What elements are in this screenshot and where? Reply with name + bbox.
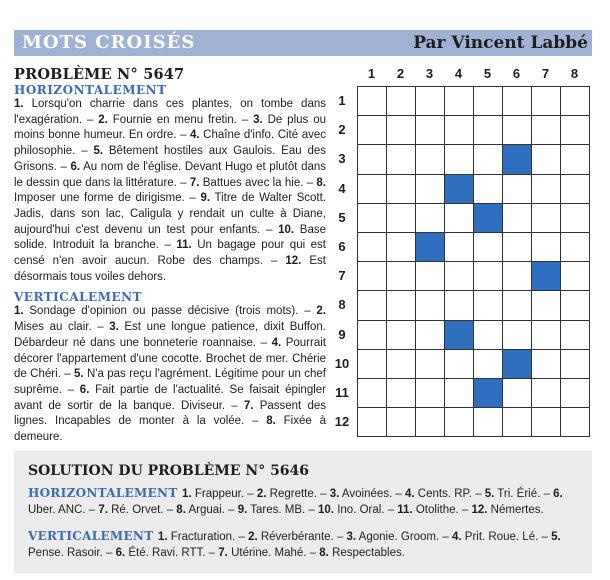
solution-h-text: Uber. ANC. – (28, 503, 99, 516)
column-label: 7 (541, 66, 550, 81)
solution-h-text: Tri. Érié. – (494, 488, 554, 500)
clue-h-text: Lorsqu'on charrie dans ces plantes, on tombe dans l'exagération. – (14, 98, 326, 126)
grid-cell[interactable] (531, 174, 561, 204)
grid-cell[interactable] (473, 290, 503, 320)
column-label: 4 (454, 66, 463, 81)
solution-h-text: Ino. Oral. – (334, 503, 398, 516)
grid-cell[interactable] (444, 407, 474, 437)
clue-v-number: 5. (74, 368, 84, 381)
grid-cell[interactable] (560, 378, 590, 408)
grid-cell[interactable] (560, 290, 590, 320)
clue-h-text: Imposer une forme de dirigisme. – (14, 192, 201, 205)
row-label: 9 (338, 326, 346, 342)
grid-cell[interactable] (357, 349, 387, 379)
clue-h-text: Bêtement hostiles aux Gaulois. Eau des Grisons. – (14, 145, 326, 173)
solution-h-number: 6. (553, 488, 563, 500)
column-label: 8 (570, 66, 579, 81)
clue-v-text: Fait partie de l'actualité. Se faisait épingler avant de sortir de la banque. Diviseur. – (14, 383, 326, 412)
clue-h-number: 10. (278, 223, 295, 236)
grid-cell[interactable] (386, 349, 416, 379)
grid-cell[interactable] (386, 115, 416, 145)
clue-h-text: Est désormais tous voiles dehors. (14, 255, 327, 283)
grid-cell[interactable] (502, 203, 532, 233)
column-label: 6 (512, 66, 521, 81)
grid-cell[interactable] (444, 232, 474, 262)
clue-h-number: 8. (316, 176, 326, 189)
vertical-heading: VERTICALEMENT (14, 290, 143, 305)
solution-h-number: 11. (397, 503, 413, 516)
solution-h-number: 7. (98, 503, 108, 516)
clue-h-number: 11. (176, 239, 192, 252)
solution-box (14, 451, 592, 573)
grid-cell[interactable] (531, 407, 561, 437)
clue-h-number: 2. (98, 113, 108, 126)
grid-cell[interactable] (386, 144, 416, 174)
clue-v-number: 4. (271, 336, 282, 349)
grid-black-cell (444, 174, 474, 204)
solution-v-text: Agonie. Groom. – (356, 531, 452, 543)
solution-v-number: 5. (551, 531, 561, 543)
solution-title: SOLUTION DU PROBLÈME N° 5646 (28, 463, 310, 479)
grid-cell[interactable] (560, 320, 590, 350)
clue-v-text: Mises au clair. – (14, 321, 110, 334)
grid-cell[interactable] (502, 407, 532, 437)
row-label: 8 (338, 297, 346, 313)
grid-black-cell (415, 232, 445, 262)
clue-v-text: N'a pas reçu l'agrément. Légitime pour un chef suprême. – (14, 368, 326, 396)
clue-h-text: Fournie en menu fretin. – (107, 113, 254, 126)
grid-cell[interactable] (560, 144, 590, 174)
row-label: 6 (338, 239, 346, 254)
horizontal-clues (14, 97, 326, 285)
grid-cell[interactable] (444, 349, 474, 379)
grid-cell[interactable] (560, 203, 590, 233)
grid-cell[interactable] (473, 115, 503, 145)
grid-cell[interactable] (531, 349, 561, 379)
grid-cell[interactable] (386, 320, 416, 350)
solution-h-number: 1. (182, 488, 192, 500)
clue-h-number: 1. (14, 98, 24, 110)
grid-cell[interactable] (531, 290, 561, 320)
grid-cell[interactable] (531, 115, 561, 145)
grid-cell[interactable] (415, 174, 445, 204)
solution-v-text: Pense. Rasoir. – (28, 546, 116, 559)
solution-h-text: Némertes. (487, 503, 544, 516)
clue-h-text: Base solide. Introduit la branche. – (14, 223, 326, 252)
grid-cell[interactable] (357, 378, 387, 408)
column-label: 1 (367, 66, 376, 81)
grid-cell[interactable] (531, 203, 561, 233)
clue-h-text: De plus ou moins bonne humeur. En ordre. – (14, 113, 326, 142)
grid-cell[interactable] (502, 261, 532, 291)
clue-v-text: Pourrait décorer l'appartement d'une cocotte. Brochet de mer. Chérie de Chéri. – (14, 336, 326, 381)
grid-cell[interactable] (473, 349, 503, 379)
grid-cell[interactable] (560, 349, 590, 379)
row-label: 3 (338, 151, 346, 167)
grid-cell[interactable] (473, 144, 503, 174)
grid-cell[interactable] (444, 144, 474, 174)
solution-h-number: 9. (237, 503, 248, 516)
clue-v-text: Passent des lignes. Incapables de monter à la volée. – (14, 399, 326, 428)
clue-h-text: Chaîne d'info. Cité avec philosophie. – (14, 129, 326, 158)
grid-cell[interactable] (415, 378, 445, 408)
grid-cell[interactable] (386, 378, 416, 408)
grid-cell[interactable] (473, 86, 503, 116)
grid-cell[interactable] (357, 232, 387, 262)
solution-v-text: Été. Ravi. RTT. – (125, 546, 219, 559)
row-label: 7 (338, 268, 346, 284)
clue-h-number: 5. (93, 145, 104, 158)
column-label: 2 (396, 66, 405, 81)
grid-black-cell (473, 378, 503, 408)
solution-v-number: 1. (157, 531, 168, 543)
grid-cell[interactable] (415, 290, 445, 320)
grid-cell[interactable] (502, 174, 532, 204)
grid-cell[interactable] (502, 378, 532, 408)
solution-vertical (28, 529, 583, 561)
problem-title: PROBLÈME N° 5647 (14, 66, 185, 83)
grid-black-cell (444, 320, 474, 350)
grid-cell[interactable] (560, 261, 590, 291)
author-byline: Par Vincent Labbé (413, 33, 588, 53)
grid-cell[interactable] (560, 86, 590, 116)
clue-h-number: 9. (200, 192, 211, 205)
grid-cell[interactable] (560, 232, 590, 262)
grid-cell[interactable] (473, 320, 503, 350)
grid-cell[interactable] (531, 86, 561, 116)
grid-cell[interactable] (473, 232, 503, 262)
grid-cell[interactable] (415, 203, 445, 233)
grid-cell[interactable] (415, 144, 445, 174)
grid-cell[interactable] (386, 86, 416, 116)
grid-cell[interactable] (357, 144, 387, 174)
solution-h-text: Avoinées. – (339, 488, 405, 500)
row-label: 2 (338, 122, 346, 138)
solution-h-text: Tares. MB. – (247, 503, 319, 516)
solution-h-text: Regrette. – (266, 488, 330, 500)
column-label: 5 (483, 66, 492, 81)
grid-cell[interactable] (357, 115, 387, 145)
grid-cell[interactable] (415, 115, 445, 145)
grid-cell[interactable] (415, 407, 445, 437)
solution-v-number: 6. (115, 546, 126, 559)
solution-h-number: 10. (318, 503, 335, 516)
clue-v-number: 1. (14, 305, 24, 318)
solution-horizontal (28, 486, 583, 518)
grid-cell[interactable] (415, 349, 445, 379)
grid-cell[interactable] (531, 320, 561, 350)
clue-h-text: Titre de Walter Scott. Jadis, dans son lac, Caligula y rendait un culte à Diane, aujourd'hui c'est devenu un test pour enfants. – (14, 192, 326, 236)
solution-h-number: 3. (329, 488, 340, 500)
grid-cell[interactable] (560, 407, 590, 437)
grid-cell[interactable] (357, 407, 387, 437)
row-label: 11 (335, 385, 349, 400)
clue-h-text: Au nom de l'église. Devant Hugo et plutôt dans le dessin que dans la littérature. – (14, 160, 327, 189)
solution-v-text: Utérine. Mahé. – (227, 546, 320, 559)
grid-cell[interactable] (386, 407, 416, 437)
grid-black-cell (531, 261, 561, 291)
clue-h-text: Battues avec la hie. – (199, 176, 317, 189)
grid-cell[interactable] (386, 261, 416, 291)
column-label: 3 (425, 66, 434, 81)
row-label: 4 (338, 180, 346, 196)
grid-cell[interactable] (473, 261, 503, 291)
clue-v-text: Fixée à demeure. (14, 415, 326, 444)
grid-cell[interactable] (386, 203, 416, 233)
grid-cell[interactable] (444, 115, 474, 145)
section-title: MOTS CROISÉS (22, 32, 196, 53)
solution-v-number: 8. (319, 546, 329, 559)
grid-cell[interactable] (357, 290, 387, 320)
solution-h-text: Otolithe. – (412, 503, 472, 516)
clue-h-number: 12. (285, 255, 302, 268)
solution-v-number: 4. (452, 531, 462, 543)
solution-h-number: 8. (176, 503, 186, 516)
solution-h-number: 12. (471, 503, 488, 516)
grid-cell[interactable] (357, 86, 387, 116)
grid-cell[interactable] (415, 320, 445, 350)
clue-v-text: Est une longue patience, dixit Buffon. Débardeur né dans une bonneterie roannaise. – (14, 321, 326, 349)
grid-cell[interactable] (560, 115, 590, 145)
vertical-clues (14, 304, 326, 445)
clue-h-number: 4. (190, 129, 200, 142)
row-label: 12 (334, 414, 350, 430)
grid-cell[interactable] (531, 232, 561, 262)
solution-h-number: 4. (405, 488, 415, 500)
grid-black-cell (473, 203, 503, 233)
solution-h-text: Cents. RP. – (414, 488, 485, 500)
solution-h-text: Ré. Orvet. – (107, 503, 177, 516)
grid-black-cell (502, 349, 532, 379)
grid-cell[interactable] (415, 261, 445, 291)
grid-cell[interactable] (502, 115, 532, 145)
grid-cell[interactable] (473, 174, 503, 204)
grid-cell[interactable] (502, 290, 532, 320)
grid-cell[interactable] (444, 86, 474, 116)
row-label: 1 (338, 93, 346, 108)
solution-h-heading: HORIZONTALEMENT (28, 486, 183, 500)
clue-v-number: 2. (316, 305, 326, 318)
horizontal-heading: HORIZONTALEMENT (14, 83, 167, 97)
solution-h-text: Frappeur. – (191, 488, 257, 500)
grid-cell[interactable] (444, 203, 474, 233)
grid-cell[interactable] (502, 86, 532, 116)
grid-cell[interactable] (473, 407, 503, 437)
grid-cell[interactable] (444, 261, 474, 291)
grid-cell[interactable] (386, 174, 416, 204)
solution-v-heading: VERTICALEMENT (28, 529, 158, 543)
solution-v-text: Réverbérante. – (257, 531, 347, 543)
clue-v-text: Sondage d'opinion ou passe décisive (trois mots). – (23, 305, 317, 318)
solution-h-text: Arguai. – (185, 503, 238, 516)
solution-h-number: 2. (256, 488, 267, 500)
clue-v-number: 8. (266, 415, 276, 428)
row-label: 10 (334, 355, 350, 371)
grid-cell[interactable] (444, 290, 474, 320)
grid-cell[interactable] (502, 320, 532, 350)
grid-cell[interactable] (415, 86, 445, 116)
solution-v-number: 3. (346, 531, 357, 543)
grid-cell[interactable] (531, 378, 561, 408)
clue-h-number: 7. (189, 176, 200, 189)
solution-h-number: 5. (484, 488, 495, 500)
clue-h-number: 6. (70, 160, 81, 173)
grid-cell[interactable] (531, 144, 561, 174)
grid-cell[interactable] (386, 290, 416, 320)
clue-h-number: 3. (253, 113, 263, 126)
clues-panel (14, 66, 326, 446)
grid-cell[interactable] (357, 261, 387, 291)
clue-v-number: 7. (243, 399, 254, 412)
grid-cell[interactable] (502, 232, 532, 262)
grid-cell[interactable] (357, 320, 387, 350)
solution-v-text: Fracturation. – (167, 531, 249, 543)
solution-v-text: Respectables. (328, 546, 405, 559)
clue-h-text: Un bagage pour qui est censé n'en avoir aucun. Robe des champs. – (14, 239, 326, 268)
clue-v-number: 6. (79, 383, 90, 396)
grid-cell[interactable] (386, 232, 416, 262)
grid-black-cell (502, 144, 532, 174)
header-bar (14, 30, 592, 56)
clue-v-number: 3. (109, 321, 119, 334)
solution-v-text: Prit. Roue. Lé. – (461, 531, 552, 543)
grid-cell[interactable] (444, 378, 474, 408)
solution-v-number: 7. (218, 546, 228, 559)
row-label: 5 (338, 209, 346, 225)
grid-cell[interactable] (357, 174, 387, 204)
solution-v-number: 2. (248, 531, 258, 543)
grid-cell[interactable] (560, 174, 590, 204)
grid-cell[interactable] (357, 203, 387, 233)
